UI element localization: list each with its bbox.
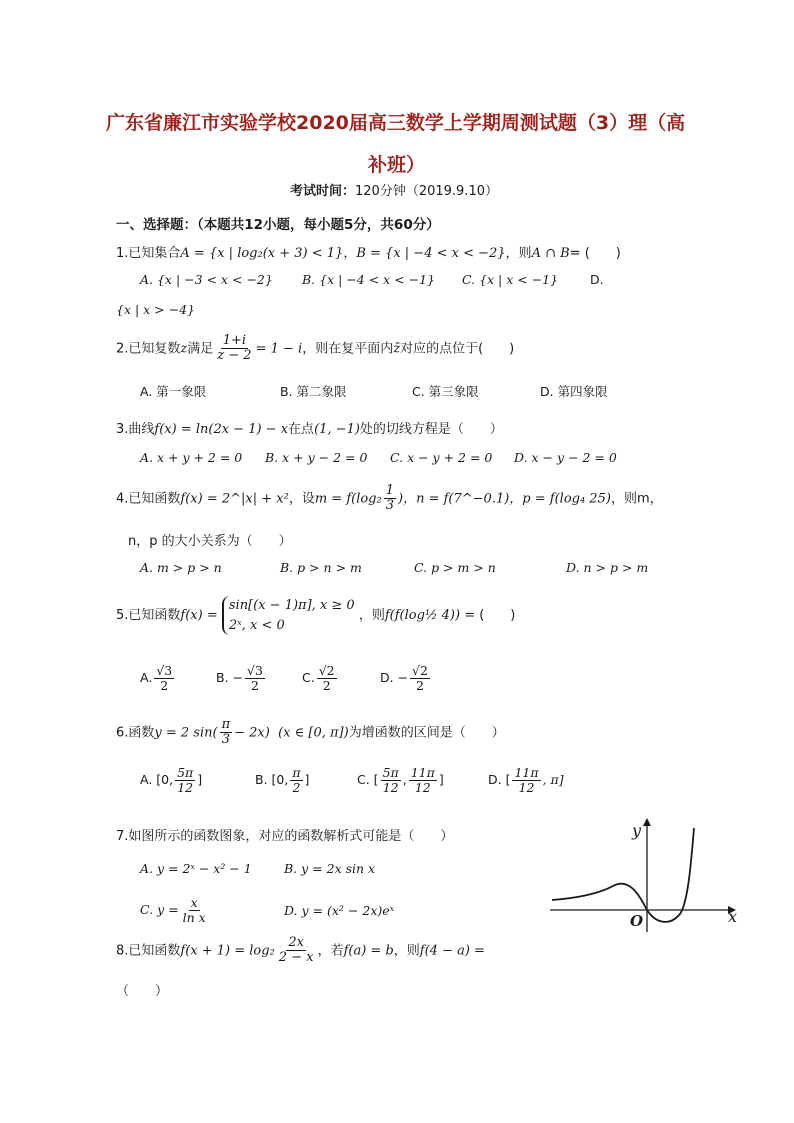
q1-expr: A ∩ B	[531, 246, 570, 261]
q2-frac-den: z − 2	[217, 348, 252, 364]
q5-paren: ( )	[479, 608, 516, 623]
q6-option-b[interactable]	[255, 766, 309, 795]
q4-n-def: ，n = f(7^−0.1)	[403, 491, 510, 507]
q5-option-b[interactable]	[216, 664, 267, 693]
q2-fraction	[215, 334, 253, 364]
q2-stem-c: ，则在复平面内	[302, 341, 394, 357]
q5-opt-c-frac	[317, 664, 337, 693]
q4-option-a[interactable]: A. m > p > n	[140, 560, 222, 575]
q4-func: f(x) = 2^|x| + x²	[180, 491, 289, 507]
q5-stem-b: ，则	[358, 608, 385, 623]
q8-stem-a: 8.已知函数	[116, 943, 181, 959]
q6-opt-a-label: A. [0,	[140, 771, 174, 787]
q6-opt-c-den2: 12	[414, 779, 431, 795]
q5-stem-a: 5.已知函数	[116, 608, 181, 623]
q7-opt-c-label: C. y =	[140, 901, 179, 917]
q8-expr: f(4 − a) =	[419, 943, 485, 959]
q6-opt-c-num2: 11π	[410, 765, 435, 780]
q5-case1: sin[(x − 1)π], x ≥ 0	[228, 598, 355, 613]
question-4-stem	[116, 484, 663, 514]
q8-cond: f(a) = b	[343, 943, 394, 959]
q6-opt-a-den: 12	[177, 779, 194, 795]
q5-option-d[interactable]	[380, 664, 432, 693]
q6-opt-c-frac2	[409, 766, 437, 795]
q8-frac-den: 2 − x	[278, 950, 314, 966]
exam-time-value: 120分钟（2019.9.10）	[355, 184, 498, 199]
q1-option-a[interactable]: A. {x | −3 < x < −2}	[140, 272, 273, 287]
q6-opt-c-comma: ,	[402, 771, 407, 787]
q2-frac-num: 1+i	[222, 333, 247, 348]
exam-time	[290, 180, 498, 199]
q4-option-b[interactable]: B. p > n > m	[280, 560, 362, 575]
q6-opt-b-label: B. [0,	[255, 771, 289, 787]
q6-func-b: − 2x)	[234, 725, 270, 741]
q6-opt-b-num: π	[292, 765, 301, 780]
q3-option-c[interactable]: C. x − y + 2 = 0	[390, 450, 493, 465]
q5-expr: f(f(log½ 4)) =	[384, 608, 476, 623]
q6-opt-a-close: ]	[197, 771, 203, 787]
q7-function-graph	[548, 814, 748, 934]
question-8-stem	[116, 936, 485, 966]
q5-opt-d-label: D. −	[380, 669, 409, 685]
q2-rhs: = 1 − i	[255, 341, 303, 357]
q1-stem-a: 1.已知集合	[116, 246, 181, 261]
graph-y-label: y	[632, 821, 642, 840]
question-5-stem	[116, 596, 515, 635]
q3-stem-b: 在点	[288, 422, 315, 437]
q6-opt-b-frac	[290, 766, 302, 795]
q6-opt-b-close: ]	[304, 771, 310, 787]
q6-opt-d-close: , π]	[542, 771, 564, 787]
q6-opt-c-den1: 12	[382, 779, 399, 795]
question-7-stem: 7.如图所示的函数图象，对应的函数解析式可能是（ ）	[116, 829, 454, 844]
question-2-stem	[116, 334, 514, 364]
q7-opt-c-den: ln x	[182, 909, 206, 925]
graph-origin-label: O	[630, 912, 644, 930]
q4-m-def: m = f(log₂	[314, 491, 382, 507]
q5-option-c[interactable]	[302, 664, 339, 693]
q2-var: z	[180, 341, 188, 357]
q4-m-den: 3	[385, 498, 394, 514]
q1-set-a: A = {x | log₂(x + 3) < 1}	[180, 246, 344, 261]
q6-stem-a: 6.函数	[116, 725, 155, 741]
q2-conj: z̄	[393, 341, 401, 357]
q6-option-d[interactable]	[488, 766, 564, 795]
q2-option-a[interactable]: A. 第一象限	[140, 384, 207, 399]
q3-stem-c: 处的切线方程是（ ）	[359, 422, 503, 437]
q2-stem-b: 满足	[187, 341, 214, 357]
q3-stem-a: 3.曲线	[116, 422, 155, 437]
q4-m-fraction	[384, 484, 396, 514]
q5-opt-d-den: 2	[416, 677, 424, 693]
q5-opt-d-frac	[410, 664, 430, 693]
q5-case2: 2ˣ, x < 0	[228, 617, 285, 633]
q5-opt-b-frac	[245, 664, 265, 693]
q5-option-a[interactable]	[140, 664, 176, 693]
q6-pi-den: 3	[221, 732, 230, 748]
q1-option-c[interactable]: C. {x | x < −1}	[462, 272, 559, 287]
q4-p-def: ，p = f(log₄ 25)	[509, 491, 611, 507]
q5-func: f(x) =	[180, 608, 218, 623]
q4-line2: n，p 的大小关系为（ ）	[128, 534, 292, 549]
q6-opt-c-close: ]	[438, 771, 444, 787]
q4-m-close: )	[398, 491, 404, 507]
q3-option-a[interactable]: A. x + y + 2 = 0	[140, 450, 243, 465]
q1-option-d-label[interactable]: D.	[590, 272, 604, 287]
q4-stem-b: ，设	[288, 491, 315, 507]
q6-opt-c-frac1	[381, 766, 401, 795]
q7-opt-c-num: x	[190, 895, 198, 910]
q5-piecewise	[222, 596, 355, 635]
q7-option-c[interactable]	[140, 896, 210, 925]
exam-time-label: 考试时间：	[290, 184, 356, 199]
q2-option-c[interactable]: C. 第三象限	[412, 384, 479, 399]
q6-stem-b: 为增函数的区间是（ ）	[348, 725, 505, 741]
q5-opt-b-den: 2	[250, 677, 259, 693]
question-1-stem	[116, 242, 621, 261]
q6-pi-frac	[220, 718, 233, 748]
q1-option-d-value[interactable]: {x | x > −4}	[116, 302, 196, 317]
q4-stem-c: ，则m，	[610, 491, 663, 507]
question-6-stem	[116, 718, 505, 748]
q2-stem-d: 对应的点位于( )	[400, 341, 515, 357]
q5-opt-d-num: √2	[412, 663, 428, 678]
graph-y-arrow	[643, 818, 651, 826]
q6-opt-b-den: 2	[292, 779, 301, 795]
q5-opt-c-num: √2	[318, 663, 335, 678]
q3-point: (1, −1)	[314, 422, 360, 437]
q5-opt-c-label: C.	[302, 669, 315, 685]
q4-option-d[interactable]: D. n > p > m	[566, 560, 649, 575]
q6-domain: (x ∈ [0, π])	[278, 725, 349, 741]
q8-stem-b: ，若	[317, 943, 344, 959]
q3-option-b[interactable]: B. x + y − 2 = 0	[265, 450, 368, 465]
q6-pi-num: π	[221, 717, 231, 732]
q6-opt-c-num1: 5π	[382, 765, 399, 780]
q7-option-a[interactable]: A. y = 2ˣ − x² − 1	[140, 861, 252, 876]
q6-opt-d-frac	[512, 766, 540, 795]
q4-stem-a: 4.已知函数	[116, 491, 181, 507]
q3-func: f(x) = ln(2x − 1) − x	[154, 422, 289, 437]
q5-opt-b-num: √3	[247, 663, 263, 678]
graph-x-label: x	[728, 907, 738, 926]
q6-option-c[interactable]	[357, 766, 444, 795]
q6-option-a[interactable]	[140, 766, 202, 795]
q4-option-c[interactable]: C. p > m > n	[414, 560, 496, 575]
q1-stem-c: = ( )	[569, 246, 621, 261]
q8-fraction	[277, 936, 316, 966]
q7-option-b[interactable]: B. y = 2x sin x	[284, 861, 376, 876]
q1-stem-b: ，则	[505, 246, 532, 261]
q5-opt-a-label: A.	[140, 669, 153, 685]
q8-stem-c: ，则	[393, 943, 420, 959]
q3-option-d[interactable]: D. x − y − 2 = 0	[514, 450, 617, 465]
q6-opt-d-num: 11π	[514, 765, 539, 780]
q7-option-d[interactable]: D. y = (x² − 2x)eˣ	[284, 903, 395, 918]
section-heading: 一、选择题：（本题共12小题，每小题5分，共60分）	[116, 217, 440, 233]
q8-frac-num: 2x	[288, 935, 304, 950]
q5-opt-c-den: 2	[322, 677, 331, 693]
q6-opt-a-num: 5π	[177, 765, 194, 780]
q5-opt-a-den: 2	[160, 677, 169, 693]
q8-answer-paren: （ ）	[116, 984, 169, 999]
q6-opt-c-label: C. [	[357, 771, 379, 787]
q1-set-b: B = {x | −4 < x < −2}	[356, 246, 506, 261]
graph-curve	[552, 828, 694, 922]
q5-opt-a-num: √3	[156, 663, 173, 678]
q5-opt-b-label: B. −	[216, 669, 243, 685]
q2-stem-a: 2.已知复数	[116, 341, 181, 357]
q8-func-a: f(x + 1) = log₂	[180, 943, 275, 959]
q7-opt-c-frac	[181, 896, 208, 925]
q4-m-num: 1	[385, 483, 394, 498]
q1-comma: ，	[343, 246, 357, 261]
question-3-stem	[116, 418, 503, 437]
q6-func-a: y = 2 sin(	[154, 725, 218, 741]
q6-opt-a-frac	[175, 766, 195, 795]
q2-option-d[interactable]: D. 第四象限	[540, 384, 608, 399]
q2-option-b[interactable]: B. 第二象限	[280, 384, 347, 399]
q1-option-b[interactable]: B. {x | −4 < x < −1}	[302, 272, 435, 287]
q5-opt-a-frac	[154, 664, 174, 693]
q6-opt-d-label: D. [	[488, 771, 511, 787]
q6-opt-d-den: 12	[518, 779, 535, 795]
page-title-line2: 补班）	[368, 154, 426, 176]
page-title-line1: 广东省廉江市实验学校2020届高三数学上学期周测试题（3）理（高	[106, 112, 686, 134]
